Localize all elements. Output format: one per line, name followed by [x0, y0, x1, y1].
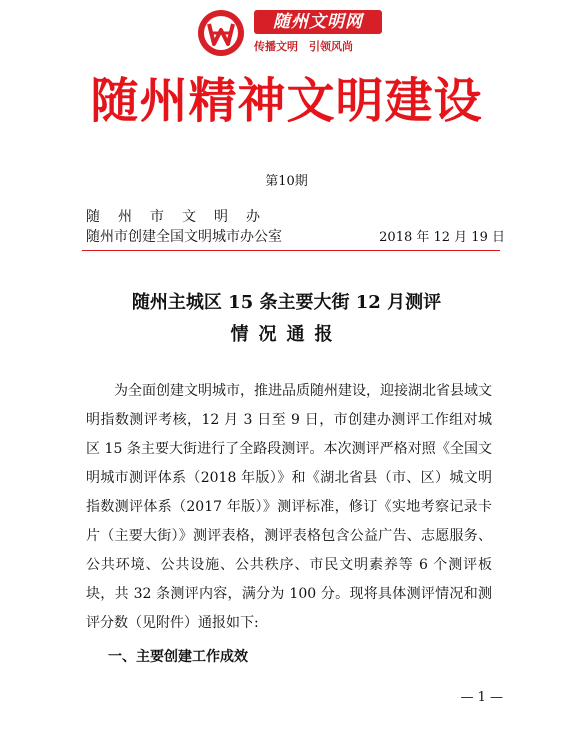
document-title: 随州主城区 15 条主要大街 12 月测评: [131, 292, 442, 313]
logo: [196, 8, 386, 60]
issuer-line-1: 随州市文明办: [86, 209, 278, 225]
header-divider: [82, 250, 500, 251]
publish-date: 2018 年 12 月 19 日: [379, 230, 505, 245]
site-slogan: 传播文明 引领风尚: [254, 40, 353, 53]
issuer-line-2: 随州市创建全国文明城市办公室: [86, 229, 282, 245]
site-name: 随州文明网: [254, 10, 382, 34]
logo-emblem-icon: [196, 8, 246, 58]
body-paragraph: 为全面创建文明城市，推进品质随州建设，迎接湖北省县域文明指数测评考核，12 月 3 日至 9 日，市创建办测评工作组对城区 15 条主要大街进行了全路段测评。本次测评严格对照《全国文明城市测评体系（2018 年版）》和《湖北省县（市、区）城文明指数测评体系（2017 年版）》测评标准，修订《实地考察记录卡片（主要大街）》测评表格，测评表格包含公益广告、志愿服务、公共环境、公共设施、公共秩序、市民文明素养等 6 个测评板块，共 32 条测评内容，满分为 100 分。现将具体测评情况和测评分数（见附件）通报如下:: [86, 383, 492, 631]
section-heading: 一、主要创建工作成效: [108, 649, 248, 665]
document-subtitle: 情况通报: [230, 324, 343, 345]
issue-number: 第10期: [265, 174, 308, 189]
page-number: — 1 —: [460, 690, 503, 705]
publication-title: 随州精神文明建设: [90, 73, 483, 129]
